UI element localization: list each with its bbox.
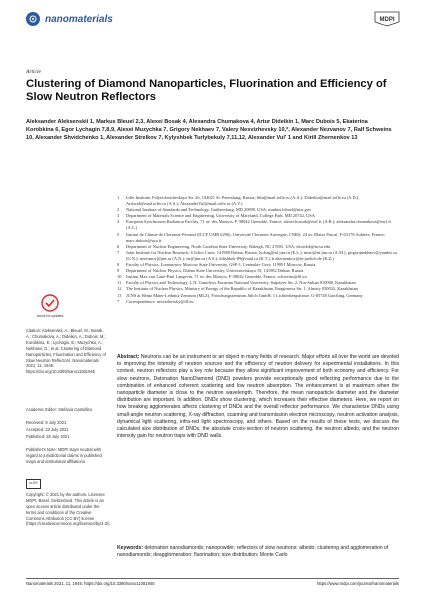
affiliation-item bbox=[117, 250, 399, 262]
affiliation-text: Institut Max von Laue-Paul Langevin, 71 av. des Martyrs, F-38042 Grenoble, France; schweins@ill.eu bbox=[126, 274, 307, 280]
affiliation-number: 11 bbox=[117, 280, 122, 286]
license-block bbox=[26, 479, 111, 527]
affiliation-text: National Institute of Standards and Technology, Gaithersburg, MD 20899, USA; markus.bleuel@nist.gov bbox=[126, 207, 312, 213]
affiliation-number: 1 bbox=[117, 195, 120, 200]
affiliation-text: Faculty of Physics, Lomonosov Moscow State University, GSP-1, Leninskie Gory, 119991 Moscow, Russia bbox=[126, 262, 316, 268]
affiliation-number: 12 bbox=[117, 286, 122, 292]
affiliation-number: 6 bbox=[117, 243, 120, 249]
received-date: Received: 9 July 2021 bbox=[26, 420, 67, 425]
affiliation-text: Institut de Chimie de Clermont-Ferrand (ICCF UMR 6296), Université Clermont Auvergne, CNRS, 24 av. Blaise Pascal, F-63178 Aubière, France; marc.dubois@uca.fr bbox=[126, 231, 385, 243]
keywords-label: Keywords: bbox=[117, 545, 144, 551]
abstract-text: Neutrons can be an instrument or an object in many fields of research. Major efforts all over the world are devoted to improving the intensity of neutron sources and the efficiency of neutron delivery for experimental installations. In this context, neutron reflectors play a key role because they allow significant improvement of both economy and efficiency. For slow neutrons, Detonation NanoDiamond (DND) powders provide exceptionally good reflecting performance due to the combination of enhanced coherent scattering and low neutron absorption. The enhancement is at maximum when the nanoparticle diameter is close to the neutron wavelength. Therefore, the mean nanoparticle diameter and the diameter distribution are important. In addition, DNDs show clustering, which increases their effective diameters. Here, we report on how breaking agglomerates affects clustering of DNDs and the overall reflector performance. We characterize DNDs using small-angle neutron scattering, X-ray diffraction, scanning and transmission electron microscopy, neutron activation analysis, dynamical light scattering, infra-red light spectroscopy, and others. Based on the results of these tests, we discuss the calculated size distribution of DNDs, the absolute cross-section of neutron scattering, the neutron albedo, and the neutron intensity gain for neutron traps with DND walls. bbox=[117, 354, 399, 440]
affiliation-number: 4 bbox=[117, 219, 120, 225]
affiliation-number: 8 bbox=[117, 262, 120, 268]
affiliation-text: JCNS at Heinz Maier-Leibnitz Zentrum (MLZ), Forschungszentrum Jülich GmbH, 1 Lichtenbergstrasse, G-85748 Garching, Germany bbox=[126, 292, 363, 298]
academic-editor: Academic Editor: Stefania Castellino bbox=[26, 407, 93, 412]
check-updates-icon[interactable] bbox=[36, 292, 64, 322]
cc-badge-icon: cc BY bbox=[26, 479, 41, 489]
footer-citation: Nanomaterials 2021, 11, 1945. https://doi.org/10.3390/nano11081945 bbox=[26, 581, 155, 586]
accepted-date: Accepted: 23 July 2021 bbox=[26, 427, 69, 432]
paper-title: Clustering of Diamond Nanoparticles, Fluorination and Efficiency of Slow Neutron Reflectors bbox=[26, 78, 387, 103]
affiliation-text: Joint Institute for Nuclear Research, 6 Joliot Curie, 141980 Dubna, Russia; lychag@nf.jinr.ru (E.L.); muzi@nf.jinr.ru (A.M.); grigorijnekhaev@yandex.ru (G.N.); nezvanov@jinr.ru (A.N.); str@jinr.ru (A.S.); kilishbek-89@mail.ru (K.T.); k.zhernenkov@fz-juelich.de (K.Z.) bbox=[126, 249, 397, 261]
affiliation-number: 5 bbox=[117, 231, 120, 237]
affiliation-number: 9 bbox=[117, 268, 120, 274]
copyright-text: Copyright: © 2021 by the authors. Licensee MDPI, Basel, Switzerland. This article is an open access article distributed under the terms and conditions of the Creative Commons Attribution (CC BY) license (https://creativecommons.org/licenses/by/4.0/). bbox=[26, 491, 111, 527]
check-updates-label: check for updates bbox=[36, 314, 64, 318]
page-footer bbox=[26, 578, 399, 586]
affiliation-number: 3 bbox=[117, 213, 120, 219]
publisher-note: Publisher's Note: MDPI stays neutral with regard to jurisdictional claims in published maps and institutional affiliations. bbox=[26, 447, 102, 464]
journal-name: nanomaterials bbox=[45, 13, 113, 25]
article-type: Article bbox=[26, 69, 41, 75]
abstract bbox=[117, 354, 399, 440]
keywords bbox=[117, 545, 399, 559]
journal-header bbox=[26, 12, 113, 26]
affiliation-text: Ioffe Institute, Polytechnicheskaya Str. 26, 194021 St. Petersburg, Russia; blin@mail.ioffe.ru (A.A.); Dideikin@mail.ioffe.ru (A.D.); Arshvid@mail.ioffe.ru (A.S.); AlexanderVul@mail.ioffe.ru (A.V.) bbox=[126, 195, 360, 207]
mdpi-logo-text: MDPI bbox=[379, 17, 395, 23]
affiliation-number: * bbox=[117, 298, 120, 304]
journal-logo-icon bbox=[26, 12, 40, 26]
affiliations bbox=[117, 195, 399, 305]
published-date: Published: 28 July 2021 bbox=[26, 434, 70, 439]
keywords-text: detonation nanodiamonds; nanopowder; reflectors of slow neutrons; albedo; clustering and agglomeration of nanodiamonds; deagglomeration; fluorination; size distribution; Monte Carlo bbox=[117, 545, 389, 559]
affiliation-number: 13 bbox=[117, 292, 122, 298]
affiliation-text: Department of Nuclear Engineering, North Carolina State University, Raleigh, NC 27695, USA; ekorobk@ncsu.edu bbox=[126, 243, 331, 249]
affiliation-text: Department of Nuclear Physics, Dubna State University, Universitetskaya 19, 141982 Dubna, Russia bbox=[126, 268, 304, 274]
affiliation-item bbox=[117, 232, 399, 244]
affiliation-text: Department of Materials Science and Engineering, University of Maryland, College Park, MD 20742, USA bbox=[126, 213, 315, 219]
affiliation-item bbox=[117, 195, 399, 207]
affiliation-text: Correspondence: nesvizhevsky@ill.eu bbox=[126, 298, 194, 304]
affiliation-item bbox=[117, 219, 399, 231]
footer-journal-link[interactable]: https://www.mdpi.com/journal/nanomaterials bbox=[317, 581, 399, 586]
affiliation-text: European Synchrotron Radiation Facility, 71 av. des Martyrs, F-38042 Grenoble, France; alexei.bossak@esrf.fr (A.B.); aleksandra.chumakova@esrf.fr (A.C.) bbox=[126, 219, 392, 231]
affiliation-number: 7 bbox=[117, 249, 120, 255]
affiliation-number: 2 bbox=[117, 207, 120, 213]
affiliation-text: The Institute of Nuclear Physics, Ministry of Energy of the Republic of Kazakhstan, Ibragimova Str. 1, Almaty 050032, Kazakhstan bbox=[126, 286, 358, 292]
affiliation-number: 10 bbox=[117, 274, 122, 280]
affiliation-item bbox=[117, 299, 399, 305]
mdpi-logo-icon bbox=[373, 10, 401, 28]
affiliation-text: Faculty of Physics and Technology, L.N. Gumilyov Eurasian National University, Satpayev Str. 2, Nur-Sultan 010000, Kazakhstan bbox=[126, 280, 356, 286]
abstract-label: Abstract: bbox=[117, 354, 140, 360]
citation: Citation: Aleksenskii, A.; Bleuel, M.; Bosak, A.; Chumakova, A.; Dideikin, A.; Dubois, M.; Korobkina, E.; Lychagin, E.; Muzychka, A.; Nekhaev, G.; et al. Clustering of Diamond Nanoparticles, Fluorination and Efficiency of Slow Neutron Reflectors. Nanomaterials 2021, 11, 1945. https://doi.org/10.3390/nano11081945 bbox=[26, 328, 106, 375]
author-list: Aleksander Aleksenskii 1, Markus Bleuel 2,3, Alexei Bosak 4, Alexandra Chumakova 4, Artur Dideikin 1, Marc Dubois 5, Ekaterina Korobkina 6, Egor Lychagin 7,8,9, Alexei Muzychka 7, Grigory Nekhaev 7, Valery Nesvizhevsky 10,*, Alexander Nezvanov 7, Ralf Schweins 10, Alexander Shvidchenko 1, Alexander Strelkov 7, Kylyshbek Turlybekuly 7,11,12, Alexander Vul' 1 and Kirill Zhernenkov 13 bbox=[26, 119, 392, 142]
